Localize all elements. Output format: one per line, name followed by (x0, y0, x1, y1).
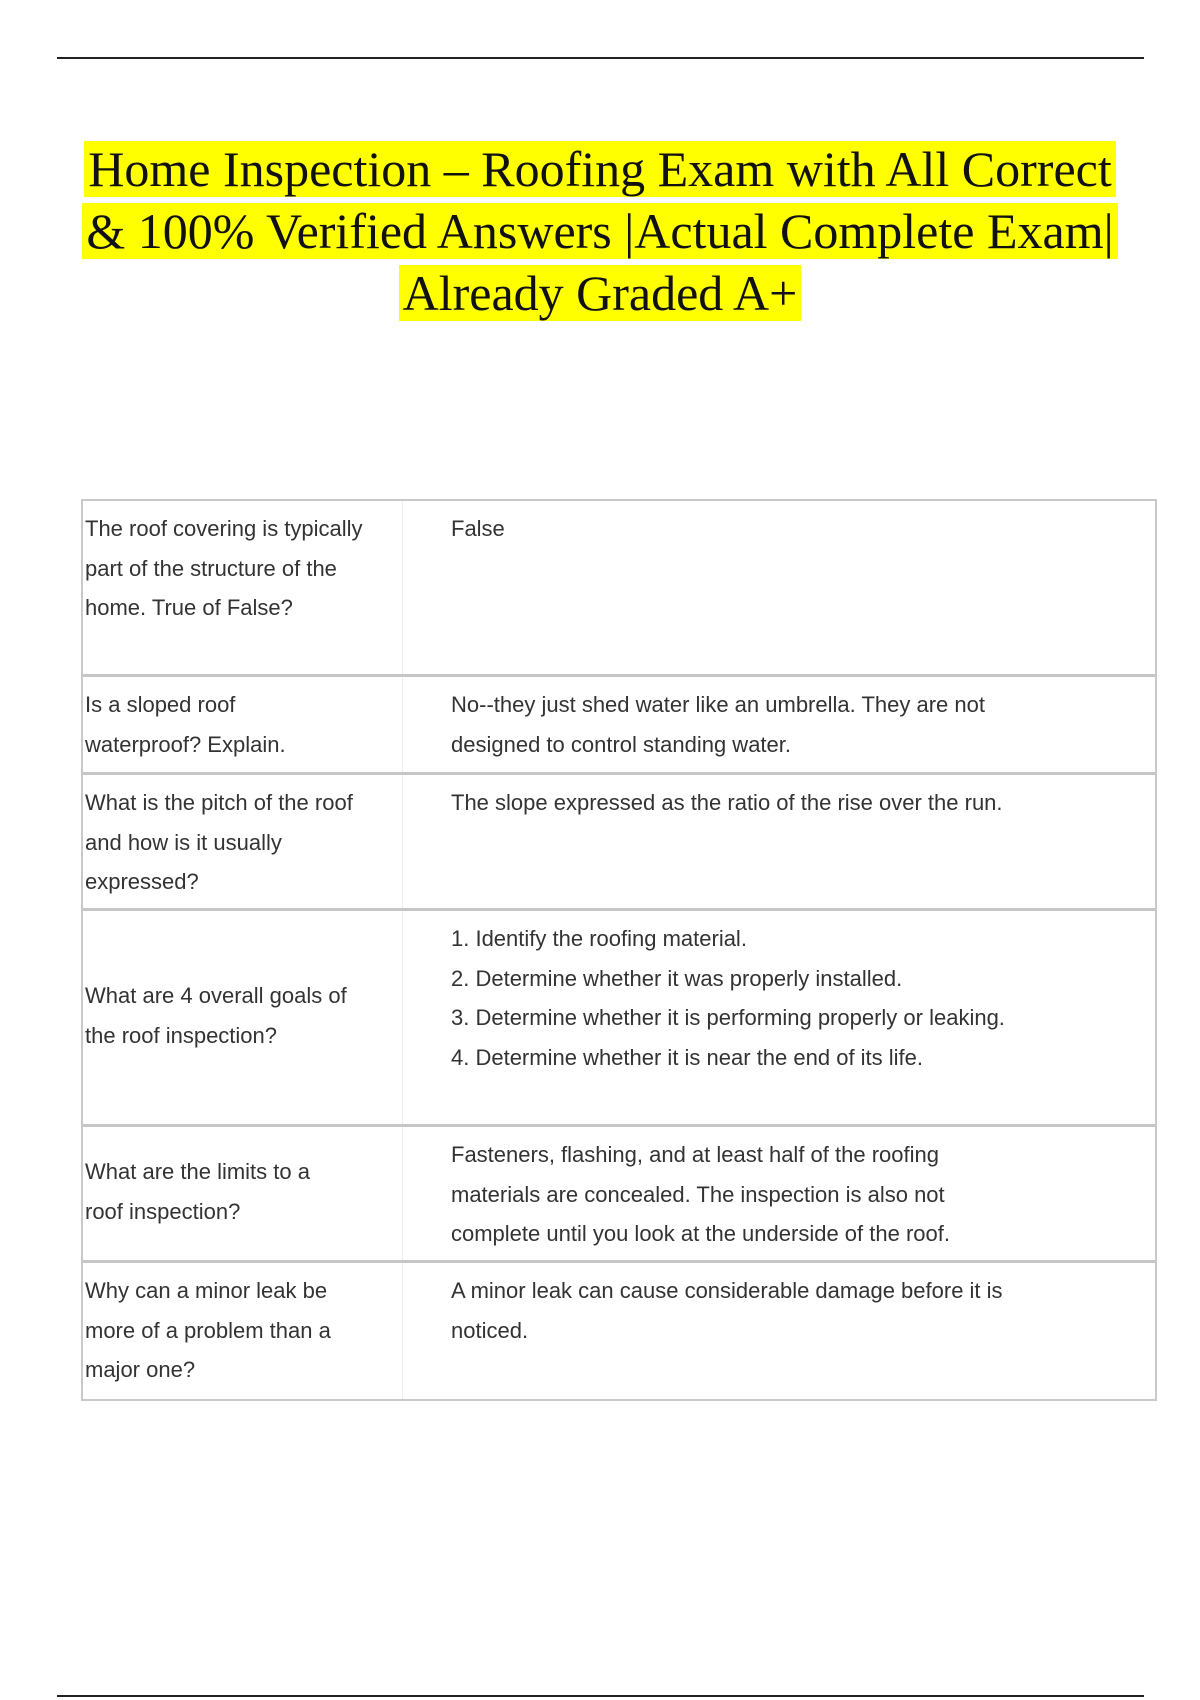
question-text: What is the pitch of the roof and how is it usually expressed? (85, 790, 353, 894)
qa-row (83, 677, 1155, 775)
question-cell (83, 501, 403, 674)
answer-line: No--they just shed water like an umbrella. They are not designed to control standing water. (451, 692, 985, 757)
question-text: What are the limits to a roof inspection? (85, 1159, 310, 1224)
answer-line: A minor leak can cause considerable damage before it is noticed. (451, 1278, 1003, 1343)
question-cell (83, 1263, 403, 1399)
answer-cell (403, 501, 1155, 674)
question-text: The roof covering is typically part of the structure of the home. True of False? (85, 516, 363, 620)
answer-line: 3. Determine whether it is performing properly or leaking. (451, 1005, 1005, 1030)
question-cell (83, 775, 403, 908)
qa-row (83, 501, 1155, 677)
answer-cell (403, 911, 1155, 1124)
title-line-2: & 100% Verified Answers |Actual Complete Exam| (82, 203, 1117, 259)
answer-line: Fasteners, flashing, and at least half of the roofing materials are concealed. The inspection is also not complete until you look at the underside of the roof. (451, 1142, 950, 1246)
answer-line: False (451, 516, 505, 541)
answer-line: 2. Determine whether it was properly installed. (451, 965, 903, 991)
title-line-1: Home Inspection – Roofing Exam with All Correct (84, 141, 1115, 197)
question-text: Is a sloped roof waterproof? Explain. (85, 692, 286, 757)
question-cell (83, 911, 403, 1124)
qa-row (83, 1263, 1155, 1399)
qa-row (83, 775, 1155, 911)
header-rule (57, 57, 1144, 59)
qa-row (83, 911, 1155, 1127)
footer-rule (57, 1695, 1144, 1697)
document-title (40, 138, 1160, 324)
answer-cell (403, 677, 1155, 772)
question-text: Why can a minor leak be more of a problem than a major one? (85, 1278, 331, 1382)
question-text: What are 4 overall goals of the roof inspection? (85, 983, 347, 1048)
answer-line: The slope expressed as the ratio of the rise over the run. (451, 790, 1003, 815)
qa-row (83, 1127, 1155, 1263)
qa-table (81, 499, 1157, 1401)
answer-line: 4. Determine whether it is near the end of its life. (451, 1044, 924, 1070)
title-line-3: Already Graded A+ (399, 265, 802, 321)
answer-cell (403, 775, 1155, 908)
question-cell (83, 677, 403, 772)
answer-line: 1. Identify the roofing material. (451, 926, 747, 951)
answer-cell (403, 1263, 1155, 1399)
answer-cell (403, 1127, 1155, 1260)
question-cell (83, 1127, 403, 1260)
